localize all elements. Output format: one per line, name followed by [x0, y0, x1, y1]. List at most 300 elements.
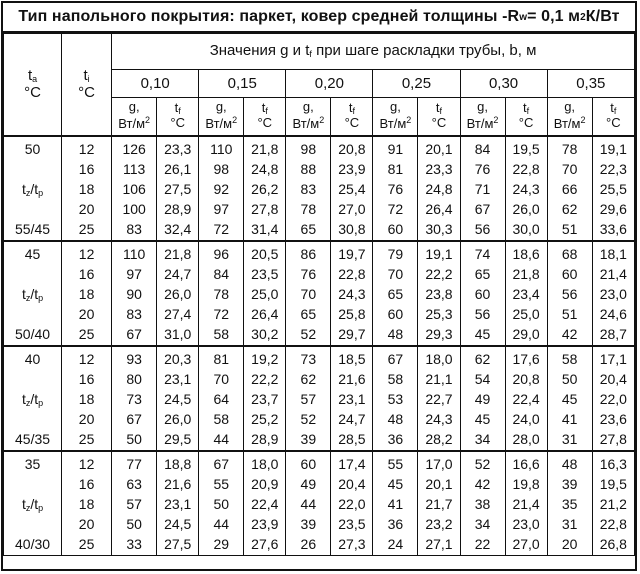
surface-temp-value: 17,4 — [338, 455, 366, 472]
heat-flux-value: 56 — [474, 305, 491, 322]
surface-temp-value: 22,7 — [425, 390, 453, 407]
heat-flux-unit-text: Вт/м — [205, 116, 233, 132]
heat-flux-cell — [112, 346, 157, 451]
heat-flux-value: 73 — [300, 350, 317, 367]
heat-flux-value: 48 — [387, 410, 404, 427]
heat-output-table — [3, 33, 635, 556]
heat-flux-value: 36 — [387, 515, 404, 532]
surface-temp-value: 20,4 — [599, 370, 627, 387]
ratio-label-sub2: p — [38, 397, 44, 408]
room-temp-cell — [62, 346, 112, 451]
surface-temp-cell — [505, 136, 547, 241]
ratio-label-t: t — [21, 390, 26, 407]
heat-flux-value: 110 — [122, 245, 146, 262]
heat-flux-value: 65 — [387, 285, 404, 302]
surface-temp-value: 27,0 — [512, 535, 540, 552]
surface-temp-value: 22,4 — [512, 390, 540, 407]
heat-flux-cell — [199, 241, 244, 346]
ratio-label-slash: /t — [30, 180, 39, 197]
heat-flux-value: 52 — [474, 455, 491, 472]
heat-flux-value: 31 — [561, 515, 578, 532]
supply-temp-value: 50 — [24, 140, 41, 157]
room-temp-value: 20 — [78, 200, 95, 217]
heat-flux-value: 70 — [213, 370, 230, 387]
surface-temp-unit-header — [418, 98, 460, 136]
surface-temp-label-sub: f — [178, 106, 181, 117]
heat-flux-value: 86 — [300, 245, 317, 262]
surface-temp-value: 26,0 — [164, 410, 192, 427]
room-temp-value: 25 — [78, 535, 95, 552]
heat-flux-value: 48 — [387, 325, 404, 342]
spacing-header: 0,35 — [547, 70, 634, 98]
surface-temp-value: 23,9 — [338, 160, 366, 177]
surface-temp-cell — [331, 241, 373, 346]
surface-temp-value: 21,4 — [512, 495, 540, 512]
header-span-and: и — [288, 42, 306, 60]
surface-temp-value: 18,1 — [599, 245, 627, 262]
heat-flux-value: 98 — [213, 160, 230, 177]
heat-flux-value: 60 — [387, 305, 404, 322]
surface-temp-value: 20,1 — [425, 475, 453, 492]
surface-temp-value: 25,0 — [251, 285, 279, 302]
heat-flux-cell — [199, 451, 244, 556]
surface-temp-value: 28,0 — [512, 430, 540, 447]
heat-flux-value: 39 — [561, 475, 578, 492]
heat-flux-value: 67 — [213, 455, 230, 472]
surface-temp-value: 27,1 — [425, 535, 453, 552]
surface-temp-value: 23,4 — [512, 285, 540, 302]
surface-temp-value: 22,8 — [338, 265, 366, 282]
surface-temp-value: 30,2 — [251, 325, 279, 342]
heat-flux-cell — [199, 346, 244, 451]
heat-flux-value: 84 — [474, 140, 491, 157]
heat-flux-value: 35 — [561, 495, 578, 512]
surface-temp-unit: °C — [518, 115, 534, 131]
surface-temp-value: 26,1 — [164, 160, 192, 177]
supply-temp-cell — [4, 451, 62, 556]
surface-temp-value: 27,5 — [164, 535, 192, 552]
surface-temp-label — [244, 101, 285, 116]
surface-temp-cell — [505, 346, 547, 451]
surface-temp-unit-header — [331, 98, 373, 136]
heat-flux-cell — [373, 136, 418, 241]
surface-temp-value: 16,6 — [512, 455, 540, 472]
surface-temp-value: 27,3 — [338, 535, 366, 552]
surface-temp-label-sub: f — [439, 106, 443, 117]
surface-temp-label — [331, 101, 372, 116]
ratio-label-t: t — [21, 495, 26, 512]
heat-flux-unit-header — [460, 98, 505, 136]
header-span-label-1: Значения — [209, 42, 281, 60]
heat-flux-value: 67 — [387, 350, 404, 367]
heat-flux-value: 81 — [387, 160, 404, 177]
heat-flux-value: 44 — [300, 495, 317, 512]
heat-flux-value: 58 — [387, 370, 404, 387]
heat-flux-value: 56 — [561, 285, 578, 302]
surface-temp-value: 19,1 — [425, 245, 453, 262]
ratio-label — [4, 389, 61, 409]
ratio-label-sub2: p — [38, 187, 44, 198]
heat-flux-value: 63 — [126, 475, 142, 492]
supply-temp-cell — [4, 241, 62, 346]
heat-flux-value: 20 — [561, 535, 578, 552]
header-span — [112, 34, 635, 70]
room-temp-value: 20 — [78, 515, 95, 532]
surface-temp-cell — [592, 346, 634, 451]
surface-temp-value: 27,4 — [164, 305, 192, 322]
heat-flux-value: 52 — [300, 325, 317, 342]
heat-flux-value: 45 — [561, 390, 578, 407]
heat-flux-value: 113 — [122, 160, 146, 177]
heat-flux-value: 31 — [561, 430, 578, 447]
surface-temp-label — [593, 101, 634, 116]
surface-temp-label — [506, 101, 547, 116]
surface-temp-value: 25,5 — [599, 180, 627, 197]
surface-temp-cell — [244, 346, 286, 451]
heat-flux-cell — [286, 241, 331, 346]
heat-flux-unit-text: Вт/м — [466, 116, 494, 132]
surface-temp-cell — [244, 136, 286, 241]
surface-temp-value: 23,1 — [338, 390, 366, 407]
heat-flux-value: 70 — [561, 160, 578, 177]
group-row — [4, 136, 635, 241]
surface-temp-value: 21,8 — [251, 140, 279, 157]
heat-flux-value: 42 — [561, 325, 578, 342]
surface-temp-value: 24,8 — [425, 180, 453, 197]
room-temp-value: 25 — [78, 430, 95, 447]
heat-flux-cell — [547, 136, 592, 241]
ratio-label-slash: /t — [30, 390, 39, 407]
surface-temp-value: 22,8 — [599, 515, 627, 532]
surface-temp-value: 25,2 — [251, 410, 279, 427]
surface-temp-value: 18,6 — [512, 245, 540, 262]
heat-flux-value: 76 — [474, 160, 491, 177]
heat-flux-cell — [547, 451, 592, 556]
heat-flux-value: 93 — [126, 350, 142, 367]
surface-temp-value: 26,4 — [425, 200, 453, 217]
title-sup: 2 — [580, 11, 586, 23]
heat-flux-label: g, — [302, 99, 314, 115]
surface-temp-value: 29,0 — [512, 325, 540, 342]
surface-temp-value: 26,0 — [512, 200, 540, 217]
surface-temp-value: 27,8 — [251, 200, 279, 217]
surface-temp-value: 23,3 — [164, 140, 192, 157]
surface-temp-value: 23,9 — [251, 515, 279, 532]
surface-temp-value: 31,4 — [251, 220, 279, 237]
heat-flux-cell — [373, 241, 418, 346]
surface-temp-value: 27,0 — [338, 200, 366, 217]
surface-temp-value: 29,5 — [164, 430, 192, 447]
spacing-header: 0,30 — [460, 70, 547, 98]
group-row — [4, 451, 635, 556]
heat-flux-unit-sup: 2 — [145, 115, 151, 126]
heat-flux-cell — [373, 451, 418, 556]
heat-flux-value: 44 — [213, 430, 230, 447]
heat-flux-unit — [286, 115, 330, 132]
spacer — [4, 199, 61, 219]
surface-temp-cell — [505, 241, 547, 346]
ratio-label-sub1: z — [25, 502, 31, 513]
surface-temp-label-sub: f — [352, 106, 355, 117]
heat-flux-cell — [460, 346, 505, 451]
surface-temp-value: 16,3 — [599, 455, 627, 472]
surface-temp-value: 22,0 — [338, 495, 366, 512]
spacing-header: 0,20 — [286, 70, 373, 98]
heat-flux-unit — [112, 115, 156, 132]
heat-flux-value: 29 — [213, 535, 230, 552]
surface-temp-unit-header — [157, 98, 199, 136]
surface-temp-value: 29,6 — [599, 200, 627, 217]
heat-flux-value: 42 — [474, 475, 491, 492]
heat-flux-value: 97 — [213, 200, 230, 217]
heat-flux-value: 83 — [126, 305, 142, 322]
heat-flux-value: 72 — [213, 305, 230, 322]
surface-temp-unit-header — [592, 98, 634, 136]
surface-temp-label — [418, 101, 459, 116]
heat-flux-value: 76 — [387, 180, 404, 197]
surface-temp-cell — [157, 346, 199, 451]
room-temp-cell — [62, 241, 112, 346]
title-value: = 0,1 м — [527, 8, 581, 25]
heat-flux-value: 67 — [126, 410, 142, 427]
ratio-label-sub2: p — [38, 502, 44, 513]
surface-temp-cell — [418, 451, 460, 556]
heat-flux-unit-text: Вт/м — [292, 116, 320, 132]
heat-flux-value: 67 — [474, 200, 491, 217]
surface-temp-value: 20,1 — [425, 140, 453, 157]
spacer — [4, 409, 61, 429]
surface-temp-value: 23,7 — [251, 390, 279, 407]
header-ti-sub: i — [87, 74, 90, 85]
heat-flux-unit-sup: 2 — [406, 115, 412, 126]
heat-flux-label: g, — [390, 99, 401, 115]
surface-temp-value: 28,7 — [599, 325, 627, 342]
room-temp-value: 16 — [78, 370, 95, 387]
surface-temp-value: 19,2 — [251, 350, 279, 367]
heat-flux-value: 56 — [474, 220, 491, 237]
surface-temp-value: 29,3 — [425, 325, 453, 342]
header-ti-unit: °C — [78, 83, 96, 101]
table-title — [3, 3, 635, 33]
surface-temp-value: 17,0 — [425, 455, 453, 472]
heat-flux-value: 34 — [474, 515, 491, 532]
surface-temp-cell — [244, 451, 286, 556]
surface-temp-value: 24,7 — [164, 265, 192, 282]
surface-temp-value: 20,5 — [251, 245, 279, 262]
surface-temp-cell — [418, 241, 460, 346]
surface-temp-value: 21,1 — [425, 370, 453, 387]
surface-temp-cell — [157, 136, 199, 241]
header-span-t: t — [305, 42, 310, 60]
room-temp-value: 18 — [78, 180, 95, 197]
heat-flux-value: 60 — [300, 455, 317, 472]
heat-output-table-panel — [1, 1, 637, 571]
surface-temp-value: 21,7 — [425, 495, 453, 512]
heat-flux-value: 90 — [126, 285, 142, 302]
surface-temp-label-sub: f — [265, 106, 268, 117]
heat-flux-value: 58 — [213, 325, 230, 342]
ratio-value: 50/40 — [15, 325, 51, 342]
heat-flux-value: 33 — [126, 535, 142, 552]
surface-temp-value: 23,0 — [599, 285, 627, 302]
heat-flux-value: 110 — [210, 140, 233, 157]
heat-flux-cell — [460, 136, 505, 241]
room-temp-cell — [62, 136, 112, 241]
spacer — [4, 264, 61, 284]
heat-flux-value: 53 — [387, 390, 404, 407]
heat-flux-unit-header — [199, 98, 244, 136]
surface-temp-cell — [244, 241, 286, 346]
heat-flux-value: 51 — [561, 305, 578, 322]
surface-temp-value: 20,4 — [338, 475, 366, 492]
surface-temp-value: 18,0 — [251, 455, 279, 472]
surface-temp-value: 24,8 — [251, 160, 279, 177]
surface-temp-value: 19,8 — [512, 475, 540, 492]
surface-temp-value: 23,5 — [251, 265, 279, 282]
surface-temp-unit: °C — [431, 115, 447, 131]
heat-flux-value: 78 — [300, 200, 317, 217]
surface-temp-value: 21,6 — [338, 370, 366, 387]
heat-flux-value: 78 — [561, 140, 578, 157]
heat-flux-value: 73 — [126, 390, 142, 407]
surface-temp-value: 19,5 — [512, 140, 540, 157]
surface-temp-value: 21,6 — [164, 475, 192, 492]
surface-temp-unit-header — [244, 98, 286, 136]
heat-flux-unit-header — [112, 98, 157, 136]
heat-flux-cell — [460, 451, 505, 556]
ratio-label — [4, 284, 61, 304]
heat-flux-unit-text: Вт/м — [553, 116, 581, 132]
surface-temp-value: 24,7 — [338, 410, 366, 427]
surface-temp-value: 30,8 — [338, 220, 366, 237]
heat-flux-value: 88 — [300, 160, 317, 177]
surface-temp-value: 28,9 — [251, 430, 279, 447]
supply-temp-value: 45 — [24, 245, 41, 262]
heat-flux-label: g, — [215, 99, 227, 115]
heat-flux-value: 71 — [474, 180, 491, 197]
heat-flux-value: 72 — [387, 200, 404, 217]
surface-temp-label-t: t — [348, 100, 353, 116]
room-temp-value: 12 — [78, 350, 95, 367]
heat-flux-value: 41 — [561, 410, 578, 427]
surface-temp-label-sub: f — [613, 106, 617, 117]
ratio-label — [4, 494, 61, 514]
heat-flux-value: 66 — [561, 180, 578, 197]
ratio-value: 40/30 — [15, 535, 51, 552]
ratio-label-sub1: z — [25, 187, 31, 198]
heat-flux-value: 98 — [300, 140, 317, 157]
surface-temp-cell — [418, 346, 460, 451]
surface-temp-label-t: t — [610, 100, 614, 116]
surface-temp-label-sub: f — [526, 106, 530, 117]
surface-temp-value: 29,7 — [338, 325, 366, 342]
surface-temp-value: 24,3 — [338, 285, 366, 302]
surface-temp-unit: °C — [257, 115, 273, 131]
heat-flux-cell — [286, 136, 331, 241]
heat-flux-cell — [460, 241, 505, 346]
surface-temp-value: 25,8 — [338, 305, 366, 322]
room-temp-value: 25 — [78, 325, 95, 342]
heat-flux-value: 44 — [213, 515, 230, 532]
heat-flux-cell — [199, 136, 244, 241]
heat-flux-value: 34 — [474, 430, 491, 447]
surface-temp-value: 28,9 — [164, 200, 192, 217]
heat-flux-value: 65 — [300, 220, 317, 237]
title-unit: К/Вт — [585, 8, 620, 25]
heat-flux-value: 58 — [561, 350, 578, 367]
heat-flux-unit-sup: 2 — [493, 115, 499, 126]
surface-temp-value: 26,8 — [599, 535, 627, 552]
heat-flux-unit-sup: 2 — [580, 115, 586, 126]
surface-temp-value: 22,3 — [599, 160, 627, 177]
room-temp-value: 12 — [78, 455, 95, 472]
heat-flux-unit — [461, 115, 505, 132]
heat-flux-value: 84 — [213, 265, 230, 282]
surface-temp-value: 24,3 — [425, 410, 453, 427]
heat-flux-value: 67 — [126, 325, 142, 342]
heat-flux-value: 54 — [474, 370, 491, 387]
surface-temp-value: 21,4 — [599, 265, 627, 282]
surface-temp-value: 30,0 — [512, 220, 540, 237]
surface-temp-value: 28,2 — [425, 430, 453, 447]
surface-temp-value: 20,8 — [512, 370, 540, 387]
ratio-label-slash: /t — [30, 285, 39, 302]
surface-temp-value: 24,0 — [512, 410, 540, 427]
surface-temp-unit: °C — [606, 115, 621, 131]
heat-flux-value: 55 — [387, 455, 404, 472]
room-temp-value: 20 — [78, 410, 95, 427]
surface-temp-value: 20,3 — [164, 350, 192, 367]
heat-flux-value: 58 — [213, 410, 230, 427]
surface-temp-value: 18,0 — [425, 350, 453, 367]
room-temp-value: 12 — [78, 140, 95, 157]
heat-flux-value: 62 — [474, 350, 491, 367]
heat-flux-unit-header — [286, 98, 331, 136]
heat-flux-value: 81 — [213, 350, 230, 367]
heat-flux-value: 76 — [300, 265, 317, 282]
heat-flux-value: 49 — [300, 475, 317, 492]
heat-flux-value: 22 — [474, 535, 491, 552]
heat-flux-unit-sup: 2 — [319, 115, 325, 126]
heat-flux-value: 62 — [561, 200, 578, 217]
heat-flux-value: 60 — [474, 285, 491, 302]
heat-flux-value: 83 — [300, 180, 317, 197]
surface-temp-label — [157, 101, 198, 116]
room-temp-cell — [62, 451, 112, 556]
heat-flux-cell — [112, 241, 157, 346]
surface-temp-value: 21,8 — [164, 245, 192, 262]
room-temp-value: 18 — [78, 285, 95, 302]
heat-flux-value: 92 — [213, 180, 230, 197]
heat-flux-value: 100 — [122, 200, 146, 217]
title-sub: w — [519, 11, 528, 23]
heat-flux-value: 60 — [561, 265, 578, 282]
surface-temp-value: 24,5 — [164, 390, 192, 407]
surface-temp-value: 17,6 — [512, 350, 540, 367]
surface-temp-value: 24,3 — [512, 180, 540, 197]
surface-temp-cell — [592, 451, 634, 556]
surface-temp-value: 18,8 — [164, 455, 192, 472]
heat-flux-value: 74 — [474, 245, 491, 262]
heat-flux-value: 70 — [300, 285, 317, 302]
heat-flux-value: 68 — [561, 245, 578, 262]
surface-temp-label-t: t — [435, 100, 440, 116]
surface-temp-value: 23,6 — [599, 410, 627, 427]
surface-temp-value: 23,2 — [425, 515, 453, 532]
spacer — [4, 369, 61, 389]
surface-temp-cell — [592, 241, 634, 346]
group-row — [4, 241, 635, 346]
